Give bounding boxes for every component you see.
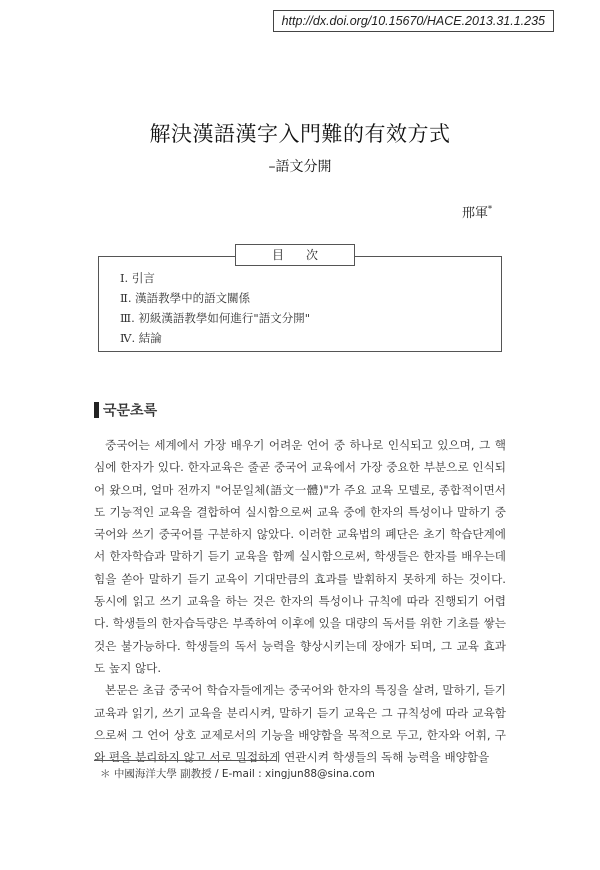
doi-link[interactable]: http://dx.doi.org/10.15670/HACE.2013.31.1.235 (273, 10, 554, 32)
toc-item: Ⅱ. 漢語教學中的語文關係 (120, 291, 251, 305)
paper-title: 解決漢語漢字入門難的有效方式 (149, 122, 451, 146)
paper-subtitle: –語文分開 (268, 159, 332, 175)
paragraph: 중국어는 세계에서 가장 배우기 어려운 언어 중 하나로 인식되고 있으며, 그 핵심에 한자가 있다. 한자교육은 줄곧 중국어 교육에서 가장 중요한 부분으로 인식되어 왔으며, 얼마 전까지 "어문일체(語文一體)"가 주요 교육 모델로, 종합적이면서도 기능적인 교육을 결합하여 실시함으로써 교육 중에 한자의 특성이나 말하기 중국어와 쓰기 중국어를 구분하지 않았다. 이러한 교육법의 폐단은 초기 학습단계에서 한자학습과 말하기 듣기 교육을 함께 실시함으로써, 학생들은 한자를 배우는데 힘을 쏟아 말하기 듣기 교육이 기대만큼의 효과를 발휘하지 못하게 하는 것이다. 동시에 읽고 쓰기 교육을 하는 것은 한자의 특성이나 규칙에 따라 진행되기 어렵다. 학생들의 한자습득량은 부족하여 이후에 있을 대량의 독서를 위한 기초를 쌓는 것은 불가능하다. 학생들의 독서 능력을 향상시키는데 장애가 되며, 그 교육 효과도 높지 않다. (94, 438, 506, 675)
section-title: 국문초록 (103, 402, 158, 418)
paragraph: 본문은 초급 중국어 학습자들에게는 중국어와 한자의 특징을 살려, 말하기, 듣기 교육과 읽기, 쓰기 교육을 분리시켜, 말하기 듣기 교육은 그 규칙성에 따라 교육함으로써 그 언어 상호 교제로서의 기능을 배양함을 목적으로 두고, 한자와 어휘, 구와 편을 분리하지 않고 서로 밀접하게 연관시켜 학생들의 독해 능력을 배양함을 (94, 683, 506, 765)
section-marker (94, 402, 99, 418)
toc-title: 目次 (235, 244, 355, 266)
toc-list (120, 268, 310, 348)
abstract-body (94, 434, 506, 768)
section-heading (94, 400, 157, 420)
toc-item: Ⅰ. 引言 (120, 271, 155, 285)
footnote: ＊ 中國海洋大學 副教授 / E-mail : xingjun88@sina.com (100, 768, 375, 780)
toc-item: Ⅲ. 初級漢語教學如何進行"語文分開" (120, 311, 310, 325)
toc-item: Ⅳ. 結論 (120, 331, 162, 345)
author (462, 202, 492, 221)
author-footnote-mark: * (488, 204, 492, 214)
footnote-divider (94, 760, 276, 761)
author-name: 邢軍 (461, 206, 488, 221)
